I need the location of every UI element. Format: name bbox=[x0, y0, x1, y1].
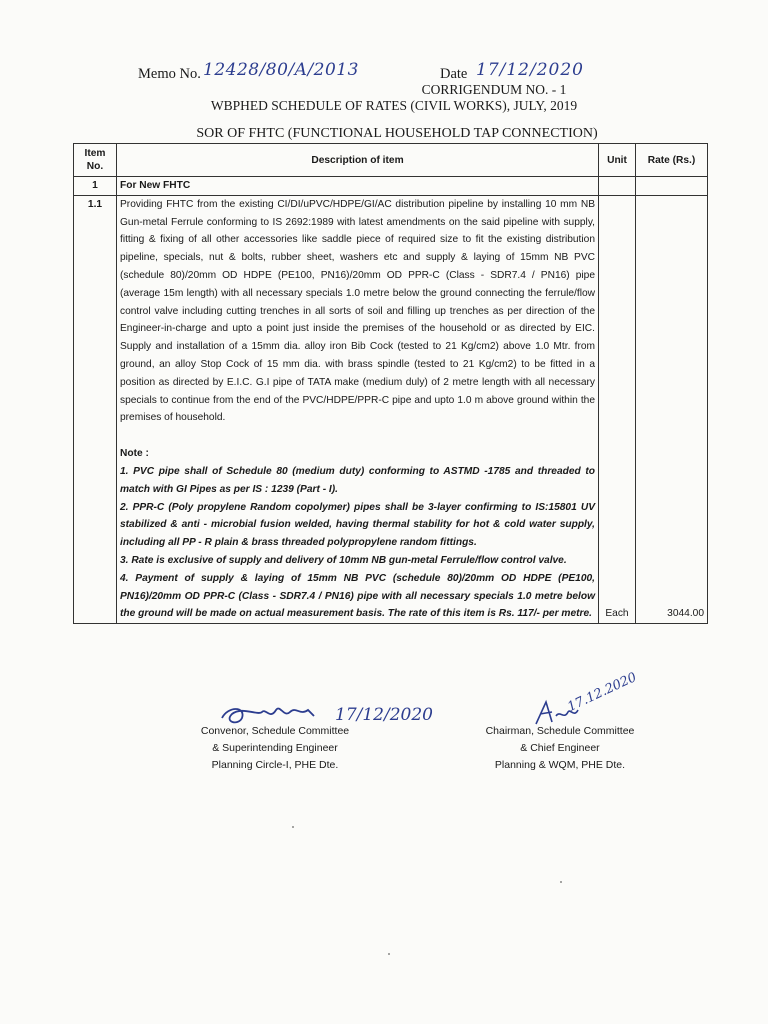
right-signature-block bbox=[440, 723, 680, 774]
note-heading: Note : bbox=[120, 448, 149, 460]
section-rate bbox=[636, 177, 708, 196]
row-description-cell bbox=[117, 195, 599, 623]
note-4: 4. Payment of supply & laying of 15mm NB PVC (schedule 80)/20mm OD HDPE (PE100, PN16)/20mm OD PPR-C (Class - SDR7.4 / PN16) pipe with all necessary specials 1.0 metre below the ground will be made on actual measurement basis. The rate of this item is Rs. 117/- per metre. bbox=[120, 572, 595, 620]
right-signature-line2: & Chief Engineer bbox=[520, 742, 600, 754]
header-unit: Unit bbox=[599, 144, 636, 177]
date-label: Date bbox=[440, 66, 468, 82]
left-signature-date: 17/12/2020 bbox=[335, 705, 433, 725]
memo-number: 12428/80/A/2013 bbox=[203, 60, 359, 80]
right-signature-line3: Planning & WQM, PHE Dte. bbox=[494, 759, 626, 771]
header-item-no: Item No. bbox=[74, 144, 117, 177]
note-2: 2. PPR-C (Poly propylene Random copolymer) pipes shall be 3-layer confirming to IS:15801 UV stabilized & anti - microbial fusion welded, having thermal stability for hot & cold water supply, including all PP - R plain & brass threaded polypropylene random fittings. bbox=[120, 501, 595, 549]
sor-subtitle: SOR OF FHTC (FUNCTIONAL HOUSEHOLD TAP CONNECTION) bbox=[196, 126, 598, 141]
header-description: Description of item bbox=[117, 144, 599, 177]
row-description: Providing FHTC from the existing CI/DI/uPVC/HDPE/GI/AC distribution pipeline by installing 10 mm NB Gun-metal Ferrule conforming to IS 2692:1989 with latest amendments on the said pipeline with supply, fitting & fixing of all other accessories like saddle piece of required size to fit the existing distribution pipeline, specials, nut & bolts, rubber sheet, washers etc and supply & laying of 15mm NB PVC (schedule 80)/20mm OD HDPE (PE100, PN16)/20mm OD PPR-C (Class - SDR7.4 / PN16) pipe (average 15m length) with all necessary specials 1.0 metre below the ground connecting the ferrule/flow control valve including cutting trenches in all sorts of soil and filling up trenches as per direction of the Engineer-in-charge and upto a point just inside the premises of the household or as directed by EIC. Supply and installation of a 15mm dia. alloy iron Bib Cock (tested to 21 Kg/cm2) above 1.0 Mtr. from ground, an alloy Stop Cock of 15 mm dia. with brass spindle (tested to 21 Kg/cm2) to be fitted in a position as directed by E.I.C. G.I pipe of TATA make (medium duly) of 2 metre length with all necessary specials to continue from the end of the PVC/HDPE/PPR-C pipe and upto 1.0 m above ground within the premises of household. bbox=[120, 198, 595, 424]
scan-speck bbox=[292, 826, 294, 828]
note-1: 1. PVC pipe shall of Schedule 80 (medium duty) conforming to ASTMD -1785 and threaded to match with GI Pipes as per IS : 1239 (Part - I). bbox=[120, 465, 595, 495]
row-unit: Each bbox=[599, 195, 636, 623]
left-signature-line2: & Superintending Engineer bbox=[212, 742, 338, 754]
header-rate: Rate (Rs.) bbox=[636, 144, 708, 177]
row-item-no: 1.1 bbox=[74, 195, 117, 623]
table-row bbox=[74, 195, 708, 623]
note-3: 3. Rate is exclusive of supply and delivery of 10mm NB gun-metal Ferrule/flow control valve. bbox=[120, 554, 567, 566]
sor-title: WBPHED SCHEDULE OF RATES (CIVIL WORKS), JULY, 2019 bbox=[210, 98, 578, 113]
scan-speck bbox=[388, 953, 390, 955]
date-value: 17/12/2020 bbox=[476, 60, 584, 80]
row-rate: 3044.00 bbox=[636, 195, 708, 623]
section-item-no: 1 bbox=[74, 177, 117, 196]
section-title: For New FHTC bbox=[117, 177, 599, 196]
left-signature-line1: Convenor, Schedule Committee bbox=[200, 725, 350, 737]
rates-table bbox=[73, 143, 708, 624]
section-unit bbox=[599, 177, 636, 196]
left-signature-line3: Planning Circle-I, PHE Dte. bbox=[211, 759, 339, 771]
corrigendum-heading: CORRIGENDUM NO. - 1 bbox=[421, 82, 567, 97]
left-signature-block bbox=[150, 723, 400, 774]
right-signature-date: 17.12.2020 bbox=[565, 669, 640, 716]
scan-speck bbox=[560, 881, 562, 883]
section-row bbox=[74, 177, 708, 196]
right-signature-line1: Chairman, Schedule Committee bbox=[485, 725, 635, 737]
table-header-row bbox=[74, 144, 708, 177]
memo-label: Memo No. bbox=[138, 66, 201, 82]
